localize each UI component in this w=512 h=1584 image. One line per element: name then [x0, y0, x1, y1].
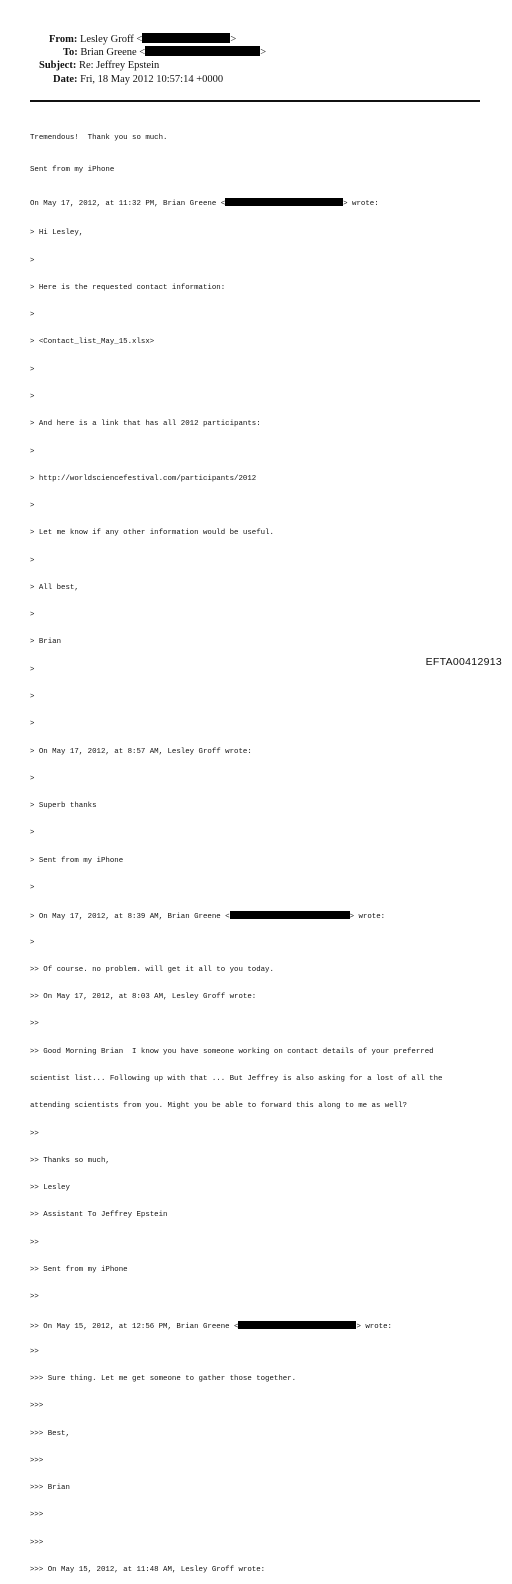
- to-label: To:: [63, 47, 78, 58]
- from-label: From:: [49, 34, 78, 45]
- body-line: >> Sent from my iPhone: [30, 1265, 128, 1274]
- body-line-text: On May 17, 2012, at 11:32 PM, Brian Greene <: [30, 199, 226, 208]
- body-line-text: > wrote:: [349, 913, 386, 922]
- body-line: >> Good Morning Brian I know you have someone working on contact details of your preferred: [30, 1047, 434, 1056]
- body-line: >>> Sure thing. Let me get someone to gather those together.: [30, 1375, 297, 1384]
- body-line: >: [30, 256, 35, 265]
- body-line: >: [30, 365, 35, 374]
- body-line: >: [30, 556, 35, 565]
- body-line: >: [30, 311, 35, 320]
- body-line: > Superb thanks: [30, 802, 97, 811]
- body-line: >> Thanks so much,: [30, 1156, 110, 1165]
- body-line: attending scientists from you. Might you be able to forward this along to me as well?: [30, 1102, 407, 1111]
- body-line: >> On May 17, 2012, at 8:03 AM, Lesley Groff wrote:: [30, 993, 257, 1002]
- body-line: >>>: [30, 1538, 44, 1547]
- date-value: Fri, 18 May 2012 10:57:14 +0000: [80, 74, 224, 85]
- body-line: >>> On May 15, 2012, at 11:48 AM, Lesley Groff wrote:: [30, 1566, 266, 1575]
- body-line: >: [30, 392, 35, 401]
- body-line: Tremendous! Thank you so much.: [30, 134, 168, 143]
- header-date: [53, 74, 223, 86]
- body-line: >: [30, 502, 35, 511]
- body-line: >: [30, 829, 35, 838]
- redaction-box: [230, 911, 350, 919]
- body-line: Sent from my iPhone: [30, 165, 115, 174]
- body-line: >>: [30, 1347, 39, 1356]
- body-line: [30, 198, 492, 212]
- body-line: > Sent from my iPhone: [30, 856, 124, 865]
- body-line: >: [30, 938, 35, 947]
- body-line: >>> Best,: [30, 1429, 70, 1438]
- subject-label: Subject:: [39, 60, 77, 71]
- body-line: >> Of course. no problem. will get it all to you today.: [30, 965, 274, 974]
- body-line: >: [30, 720, 35, 729]
- body-line: >: [30, 774, 35, 783]
- date-label: Date:: [53, 74, 78, 85]
- redaction-box: [142, 33, 230, 43]
- body-line-text: >> On May 15, 2012, at 12:56 PM, Brian Greene <: [30, 1322, 239, 1331]
- redaction-box: [238, 1321, 356, 1329]
- header-divider: [30, 100, 480, 102]
- body-line: > <Contact_list_May_15.xlsx>: [30, 338, 155, 347]
- header-subject: [39, 60, 159, 72]
- body-line: >> Lesley: [30, 1184, 70, 1193]
- body-line: >>: [30, 1293, 39, 1302]
- body-line: >>: [30, 1129, 39, 1138]
- body-line: > Brian: [30, 638, 62, 647]
- header-to: [63, 46, 266, 59]
- body-line: >: [30, 447, 35, 456]
- body-line: >> Assistant To Jeffrey Epstein: [30, 1211, 168, 1220]
- body-line-text: > On May 17, 2012, at 8:39 AM, Brian Greene <: [30, 913, 230, 922]
- redaction-box: [145, 46, 260, 56]
- body-line: >: [30, 665, 35, 674]
- to-value: Brian Greene <: [80, 47, 146, 58]
- body-line: >>>: [30, 1402, 44, 1411]
- body-line: >: [30, 884, 35, 892]
- body-line: > Hi Lesley,: [30, 229, 84, 238]
- body-line: > http://worldsciencefestival.com/participants/2012: [30, 474, 257, 483]
- body-line: > And here is a link that has all 2012 participants:: [30, 420, 261, 429]
- header-from: [49, 33, 236, 46]
- document-id: EFTA00412913: [425, 656, 502, 668]
- body-line: >>>: [30, 1511, 44, 1520]
- body-line: scientist list... Following up with that ... But Jeffrey is also asking for a lost of all the: [30, 1074, 443, 1083]
- body-line: >: [30, 611, 35, 620]
- body-line: > On May 17, 2012, at 8:57 AM, Lesley Groff wrote:: [30, 747, 252, 756]
- body-line: >>: [30, 1238, 39, 1247]
- body-line: > Let me know if any other information would be useful.: [30, 529, 274, 538]
- body-line: >>: [30, 1020, 39, 1029]
- body-line-text: > wrote:: [356, 1322, 392, 1331]
- body-line: [30, 1321, 492, 1330]
- redaction-box: [225, 198, 343, 206]
- body-line: [30, 911, 492, 920]
- subject-value: Re: Jeffrey Epstein: [78, 60, 160, 71]
- body-line: >>>: [30, 1456, 44, 1465]
- from-tail: >: [230, 34, 237, 45]
- from-value: Lesley Groff <: [80, 34, 143, 45]
- body-line: > Here is the requested contact information:: [30, 283, 226, 292]
- body-line: >: [30, 693, 35, 702]
- body-line-text: > wrote:: [343, 199, 379, 208]
- to-tail: >: [260, 47, 267, 58]
- body-line: >>> Brian: [30, 1484, 70, 1493]
- message-body: [30, 116, 492, 1584]
- body-line: > All best,: [30, 583, 79, 592]
